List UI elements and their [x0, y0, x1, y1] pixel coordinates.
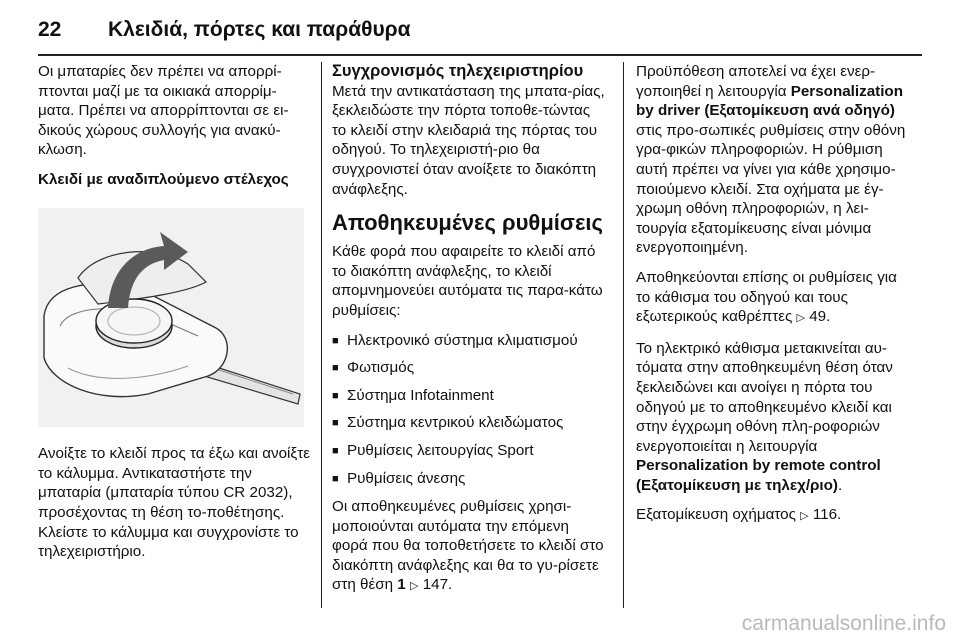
saved-settings-heading: Αποθηκευμένες ρυθμίσεις: [332, 210, 603, 236]
page-reference-icon[interactable]: ▷: [800, 510, 809, 523]
page-header: [38, 10, 411, 50]
page-reference-icon[interactable]: ▷: [409, 580, 419, 593]
list-item: ■ Ηλεκτρονικό σύστημα κλιματισμού: [332, 331, 607, 352]
page-reference[interactable]: 49.: [809, 308, 831, 326]
list-item: ■ Ρυθμίσεις άνεσης: [332, 469, 607, 490]
sync-heading: Συγχρονισμός τηλεχειριστηρίου: [332, 62, 584, 80]
page-reference-icon[interactable]: ▷: [796, 312, 805, 325]
stored-seat-mirrors-paragraph: Αποθηκεύονται επίσης οι ρυθμίσεις για το κάθισμα του οδηγού και τους εξωτερικούς καθρέπτες ▷ 49.: [636, 268, 911, 329]
page-reference[interactable]: 116.: [812, 506, 842, 524]
list-item: ■ Σύστημα κεντρικού κλειδώματος: [332, 413, 607, 434]
usage-paragraph: Οι αποθηκευμένες ρυθμίσεις χρησι-μοποιούνται αυτόματα την επόμενη φορά που θα τοποθετήσετε το κλειδί στο διακόπτη ανάφλεξης και θα το γυ-ρίσετε στη θέση 1 ▷ 147.: [332, 497, 607, 597]
watermark: carmanualsonline.info: [741, 612, 946, 635]
list-item: ■ Σύστημα Infotainment: [332, 386, 607, 407]
column-divider-1: [321, 62, 322, 608]
battery-replacement-paragraph: Ανοίξτε το κλειδί προς τα έξω και ανοίξτε το κάλυμμα. Αντικαταστήστε την μπαταρία (μπαταρία τύπου CR 2032), προσέχοντας τη θέση το-ποθέτησης. Κλείστε το κάλυμμα και συγχρονίστε το τηλεχειριστήριο.: [38, 445, 310, 561]
vehicle-personalization-paragraph: Εξατομίκευση οχήματος ▷ 116.: [636, 505, 911, 527]
folding-key-subheading: Κλειδί με αναδιπλούμενο στέλεχος: [38, 170, 289, 188]
header-rule: [38, 54, 922, 56]
personalization-by-driver-label: Personalization by driver (Εξατομίκευση ανά οδηγό): [636, 82, 903, 120]
column-left: [38, 62, 310, 572]
page-number: 22: [38, 18, 62, 41]
column-divider-2: [623, 62, 624, 608]
chapter-title: Κλειδιά, πόρτες και παράθυρα: [108, 18, 411, 41]
list-item: ■ Φωτισμός: [332, 358, 607, 379]
sync-paragraph: Μετά την αντικατάσταση της μπατα-ρίας, ξεκλειδώστε την πόρτα τοποθε-τώντας το κλειδί στην κλειδαριά της πόρτας του οδηγού. Το τηλεχειριστή-ριο θα συγχρονιστεί όταν ανοίξετε το διακόπτη ανάφλεξης.: [332, 82, 605, 198]
disposal-paragraph: Οι μπαταρίες δεν πρέπει να απορρί-πτονται μαζί με τα οικιακά απορρίμ-ματα. Πρέπει να απορρίπτονται σε ει-δικούς χώρους συλλογής για ανακύ-κλωση.: [38, 63, 289, 159]
saved-settings-list: [332, 331, 607, 490]
page-reference[interactable]: 147.: [422, 576, 453, 594]
electric-seat-paragraph: Το ηλεκτρικό κάθισμα μετακινείται αυ-τόματα στην αποθηκευμένη θέση όταν ξεκλειδώνει και ανοίγει η πόρτα του οδηγού με το αποθηκευμένο κλειδί και στην έγχρωμη οθόνη πλη-ροφοριών ενεργοποιείται η λειτουργία Personalization by remote control (Εξατομίκευση με τηλεχ/ριο).: [636, 339, 893, 494]
saved-settings-paragraph: Κάθε φορά που αφαιρείτε το κλειδί από το διακόπτη ανάφλεξης, το κλειδί απομνημονεύει αυτόματα τις παρα-κάτω ρυθμίσεις:: [332, 243, 603, 319]
position-number: 1: [397, 576, 406, 594]
key-battery-illustration: [38, 208, 304, 427]
prerequisite-paragraph: Προϋπόθεση αποτελεί να έχει ενερ-γοποιηθεί η λειτουργία Personalization by driver (Εξατομίκευση ανά οδηγό) στις προ-σωπικές ρυθμίσεις στην οθόνη γρα-φικών πληροφοριών. Η ρύθμιση αυτή πρέπει να γίνει για κάθε χρησιμο-ποιούμενο κλειδί. Στα οχήματα με έγ-χρωμη οθόνη πληροφοριών, η λει-τουργία εξατομίκευσης είναι μόνιμα ενεργοποιημένη.: [636, 63, 906, 257]
column-right: [636, 62, 911, 537]
list-item: ■ Ρυθμίσεις λειτουργίας Sport: [332, 441, 607, 462]
column-middle: [332, 62, 607, 607]
personalization-by-remote-label: Personalization by remote control (Εξατομίκευση με τηλεχ/ριο): [636, 457, 881, 494]
